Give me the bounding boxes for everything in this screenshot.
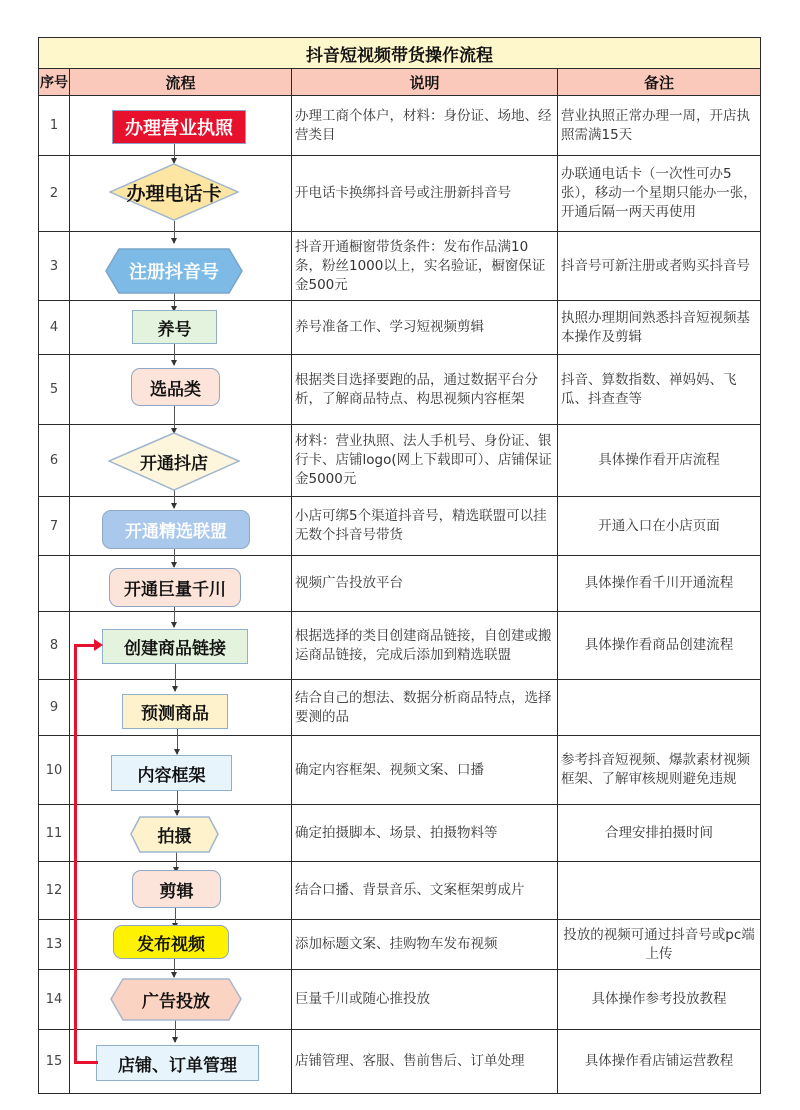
step-6-open-douyin-shop[interactable]	[108, 432, 240, 491]
step-3-register-douyin[interactable]	[105, 248, 243, 294]
connector-arrow	[174, 607, 175, 627]
step-10-content-framework[interactable]	[111, 755, 232, 791]
row-number: 1	[39, 96, 70, 156]
header-num: 序号	[39, 69, 70, 96]
step-label: 办理营业执照	[125, 118, 233, 139]
row-number: 10	[39, 736, 70, 805]
step-15-store-order-management[interactable]	[96, 1045, 259, 1081]
loop-back-top-segment	[74, 644, 96, 647]
row-description: 抖音开通橱窗带货条件：发布作品满10条，粉丝1000以上，实名验证，橱窗保证金500元	[292, 232, 558, 301]
row-description: 确定内容框架、视频文案、口播	[292, 736, 558, 805]
row-description: 结合自己的想法、数据分析商品特点，选择要测的品	[292, 680, 558, 736]
step-label: 拍摄	[157, 827, 192, 847]
connector-arrow	[175, 1020, 176, 1042]
row-description: 小店可绑5个渠道抖音号，精选联盟可以挂无数个抖音号带货	[292, 497, 558, 556]
step-12-edit[interactable]	[132, 870, 221, 908]
row-number: 11	[39, 805, 70, 862]
step-1-business-license[interactable]	[112, 110, 246, 144]
row-description: 视频广告投放平台	[292, 556, 558, 612]
step-7-open-alliance[interactable]	[102, 510, 250, 549]
step-label: 广告投放	[142, 992, 210, 1012]
row-number: 12	[39, 862, 70, 920]
row-description: 根据类目选择要跑的品，通过数据平台分析，了解商品特点、构思视频内容框架	[292, 355, 558, 425]
step-13-publish-video[interactable]	[113, 925, 229, 959]
step-open-qianchuan[interactable]	[109, 568, 241, 607]
row-note: 合理安排拍摄时间	[558, 805, 761, 862]
connector-arrow	[175, 663, 176, 691]
step-8-create-product-link[interactable]	[102, 629, 248, 664]
row-description: 结合口播、背景音乐、文案框架剪成片	[292, 862, 558, 920]
connector-arrow	[177, 790, 178, 815]
step-label: 内容框架	[137, 765, 206, 786]
connector-arrow	[174, 293, 175, 311]
step-label: 发布视频	[137, 934, 205, 955]
row-description: 巨量千川或随心推投放	[292, 970, 558, 1030]
step-label: 选品类	[150, 379, 201, 400]
step-label: 办理电话卡	[126, 182, 222, 205]
row-note: 具体操作参考投放教程	[558, 970, 761, 1030]
header-desc: 说明	[292, 69, 558, 96]
row-description: 店铺管理、客服、售前售后、订单处理	[292, 1030, 558, 1094]
step-label: 开通抖店	[140, 454, 208, 474]
row-note: 执照办理期间熟悉抖音短视频基本操作及剪辑	[558, 301, 761, 355]
row-note: 抖音、算数指数、禅妈妈、飞瓜、抖查查等	[558, 355, 761, 425]
step-label: 养号	[157, 319, 192, 340]
row-note: 具体操作看开店流程	[558, 425, 761, 497]
connector-arrow	[177, 729, 178, 754]
row-number: 7	[39, 497, 70, 556]
row-description: 开电话卡换绑抖音号或注册新抖音号	[292, 156, 558, 232]
row-description: 养号准备工作、学习短视频剪辑	[292, 301, 558, 355]
row-note	[558, 862, 761, 920]
row-number: 6	[39, 425, 70, 497]
row-description: 根据选择的类目创建商品链接，自创建或搬运商品链接，完成后添加到精选联盟	[292, 612, 558, 680]
connector-arrow	[174, 406, 175, 433]
row-number: 9	[39, 680, 70, 736]
row-note: 抖音号可新注册或者购买抖音号	[558, 232, 761, 301]
connector-arrow	[176, 852, 177, 872]
row-number	[39, 556, 70, 612]
step-label: 开通巨量千川	[124, 580, 226, 600]
title-row	[39, 38, 761, 69]
row-note: 办联通电话卡（一次性可办5张），移动一个星期只能办一张，开通后隔一两天再使用	[558, 156, 761, 232]
row-description: 添加标题文案、挂购物车发布视频	[292, 920, 558, 970]
row-number: 8	[39, 612, 70, 680]
row-note: 具体操作看千川开通流程	[558, 556, 761, 612]
connector-arrow	[174, 549, 175, 567]
row-note: 具体操作看商品创建流程	[558, 612, 761, 680]
row-number: 5	[39, 355, 70, 425]
step-4-nurture-account[interactable]	[132, 310, 217, 344]
row-note: 具体操作看店铺运营教程	[558, 1030, 761, 1094]
row-description: 办理工商个体户，材料：身份证、场地、经营类目	[292, 96, 558, 156]
loop-back-bottom-segment	[74, 1061, 98, 1064]
row-description: 确定拍摄脚本、场景、拍摄物料等	[292, 805, 558, 862]
step-label: 注册抖音号	[129, 262, 219, 283]
step-label: 创建商品链接	[124, 639, 226, 659]
header-flow: 流程	[70, 69, 292, 96]
row-number: 4	[39, 301, 70, 355]
row-number: 13	[39, 920, 70, 970]
row-note	[558, 680, 761, 736]
row-number: 2	[39, 156, 70, 232]
header-row	[39, 69, 761, 96]
step-2-phone-card[interactable]	[109, 163, 239, 221]
row-number: 3	[39, 232, 70, 301]
row-number: 15	[39, 1030, 70, 1094]
step-5-select-category[interactable]	[131, 368, 220, 406]
table-title: 抖音短视频带货操作流程	[39, 38, 761, 69]
connector-arrow	[174, 143, 175, 163]
loop-back-line	[74, 644, 77, 1064]
connector-arrow	[174, 344, 175, 365]
connector-arrow	[174, 959, 175, 977]
step-label: 预测商品	[141, 704, 209, 724]
step-14-ad-placement[interactable]	[110, 978, 242, 1021]
loop-back-arrowhead-icon	[94, 639, 103, 651]
row-note: 开通入口在小店页面	[558, 497, 761, 556]
connector-arrow	[174, 490, 175, 508]
row-description: 材料：营业执照、法人手机号、身份证、银行卡、店铺logo(网上下载即可）、店铺保证金5000元	[292, 425, 558, 497]
row-note: 参考抖音短视频、爆款素材视频框架、了解审核规则避免违规	[558, 736, 761, 805]
row-note: 投放的视频可通过抖音号或pc端上传	[558, 920, 761, 970]
row-number: 14	[39, 970, 70, 1030]
connector-arrow	[174, 221, 175, 243]
step-11-shoot[interactable]	[130, 816, 219, 853]
step-label: 开通精选联盟	[125, 522, 227, 542]
header-note: 备注	[558, 69, 761, 96]
step-label: 剪辑	[159, 881, 194, 902]
step-9-test-product[interactable]	[122, 694, 228, 729]
row-note: 营业执照正常办理一周，开店执照需满15天	[558, 96, 761, 156]
step-label: 店铺、订单管理	[118, 1055, 237, 1076]
